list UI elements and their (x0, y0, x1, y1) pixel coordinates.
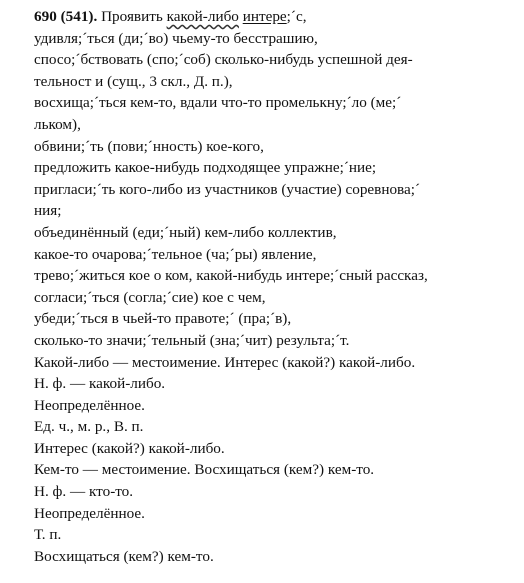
text-line-14: согласи;´ться (согла;´сие) кое с чем, (34, 288, 266, 306)
text-line-3: спосо;´бствовать (спо;´соб) сколько-нибудь успешной дея- (34, 51, 413, 69)
text-line-6: льком), (34, 115, 81, 133)
text-line-21: Интерес (какой?) какой-либо. (34, 439, 225, 457)
text-line-9: пригласи;´ть кого-либо из участников (участие) соревнова;´ (34, 180, 421, 198)
text-line-5: восхища;´ться кем-то, вдали что-то промелькну;´ло (ме;´ (34, 94, 402, 112)
text-line-24: Неопределённое. (34, 504, 145, 522)
text-line-22: Кем-то — местоимение. Восхищаться (кем?) кем-то. (34, 461, 375, 479)
text-line-26: Восхищаться (кем?) кем-то. (34, 547, 214, 565)
text-line-25: Т. п. (34, 526, 62, 544)
text-line-8: предложить какое-нибудь подходящее упражне;´ние; (34, 159, 377, 177)
exercise-number: 690 (541). (34, 8, 98, 25)
text-line-7: обвини;´ть (пови;´нность) кое-кого, (34, 137, 264, 155)
text-line-15: убеди;´ться в чьей-то правоте;´ (пра;´в), (34, 310, 292, 328)
text-line-11: объединённый (еди;´ный) кем-либо коллектив, (34, 223, 337, 241)
text-line-13: трево;´житься кое о ком, какой-нибудь интере;´сный рассказ, (34, 267, 428, 285)
text-line-23: Н. ф. — кто-то. (34, 483, 134, 501)
exercise-text (34, 6, 518, 567)
line-1-rest: Проявить какой-либо интере;´с, (101, 8, 307, 25)
text-line-2: удивля;´ться (ди;´во) чьему-то бесстрашию, (34, 29, 318, 47)
text-line-16: сколько-то значи;´тельный (зна;´чит) результа;´т. (34, 331, 350, 349)
text-line-1 (34, 6, 518, 28)
text-line-10: ния; (34, 202, 62, 220)
text-line-17: Какой-либо — местоимение. Интерес (какой?) какой-либо. (34, 353, 416, 371)
text-line-12: какое-то очарова;´тельное (ча;´ры) явление, (34, 245, 317, 263)
text-line-20: Ед. ч., м. р., В. п. (34, 418, 144, 436)
text-line-19: Неопределённое. (34, 396, 145, 414)
text-line-4: тельност и (сущ., 3 скл., Д. п.), (34, 72, 233, 90)
text-line-18: Н. ф. — какой-либо. (34, 375, 166, 393)
